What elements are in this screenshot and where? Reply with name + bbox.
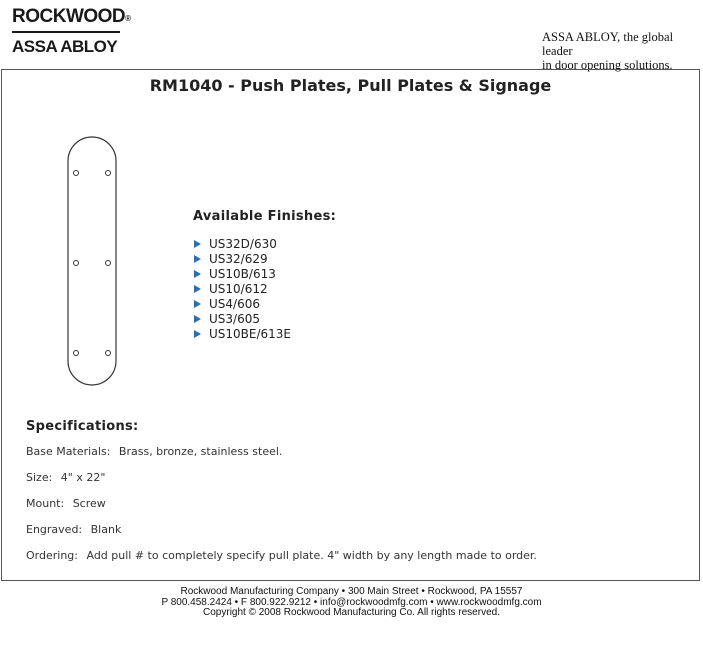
logo-rockwood: ROCKWOOD® [12, 6, 131, 27]
tagline-line-1: ASSA ABLOY, the global leader [542, 30, 674, 58]
header [0, 0, 703, 72]
tagline [542, 30, 702, 72]
arrow-bullet-icon [194, 240, 201, 248]
arrow-bullet-icon [194, 300, 201, 308]
finishes-heading: Available Finishes: [193, 209, 337, 224]
spec-label: Engraved: [26, 523, 83, 536]
page-title: RM1040 - Push Plates, Pull Plates & Signage [149, 76, 552, 95]
logo-divider [12, 31, 120, 33]
spec-base-materials [26, 445, 537, 471]
spec-engraved [26, 523, 537, 549]
spec-label: Size: [26, 471, 53, 484]
logo-assa-abloy: ASSA ABLOY [12, 37, 118, 56]
content-frame [1, 69, 700, 581]
arrow-bullet-icon [194, 255, 201, 263]
finish-item: US10B/613 [193, 267, 336, 282]
rockwood-assa-abloy-logo [12, 6, 132, 56]
spec-mount [26, 497, 537, 523]
spec-value: Screw [72, 497, 106, 510]
push-plate-illustration [67, 136, 119, 388]
spec-value: Add pull # to completely specify pull plate. 4" width by any length made to order. [86, 549, 537, 562]
spec-label: Ordering: [26, 549, 78, 562]
spec-size [26, 471, 537, 497]
spec-value: Brass, bronze, stainless steel. [118, 445, 283, 458]
spec-label: Base Materials: [26, 445, 111, 458]
footer [0, 587, 703, 619]
tagline-line-2: in door opening solutions. [542, 58, 673, 72]
finish-item: US10BE/613E [193, 327, 336, 342]
finish-item: US10/612 [193, 282, 336, 297]
spec-value: 4" x 22" [60, 471, 106, 484]
spec-value: Blank [90, 523, 122, 536]
arrow-bullet-icon [194, 270, 201, 278]
footer-contact: P 800.458.2424 • F 800.922.9212 • info@rockwoodmfg.com • www.rockwoodmfg.com [161, 596, 542, 608]
spec-label: Mount: [26, 497, 65, 510]
finish-item: US32/629 [193, 252, 336, 267]
finish-item: US32D/630 [193, 237, 336, 252]
specifications [26, 419, 537, 575]
arrow-bullet-icon [194, 285, 201, 293]
spec-ordering [26, 549, 537, 575]
finish-list [193, 237, 336, 342]
footer-copyright: Copyright © 2008 Rockwood Manufacturing Co. All rights reserved. [203, 607, 500, 618]
specs-heading: Specifications: [26, 419, 139, 434]
available-finishes [193, 209, 336, 342]
finish-item: US4/606 [193, 297, 336, 312]
finish-item: US3/605 [193, 312, 336, 327]
arrow-bullet-icon [194, 330, 201, 338]
arrow-bullet-icon [194, 315, 201, 323]
footer-address: Rockwood Manufacturing Company • 300 Main Street • Rockwood, PA 15557 [180, 586, 523, 597]
